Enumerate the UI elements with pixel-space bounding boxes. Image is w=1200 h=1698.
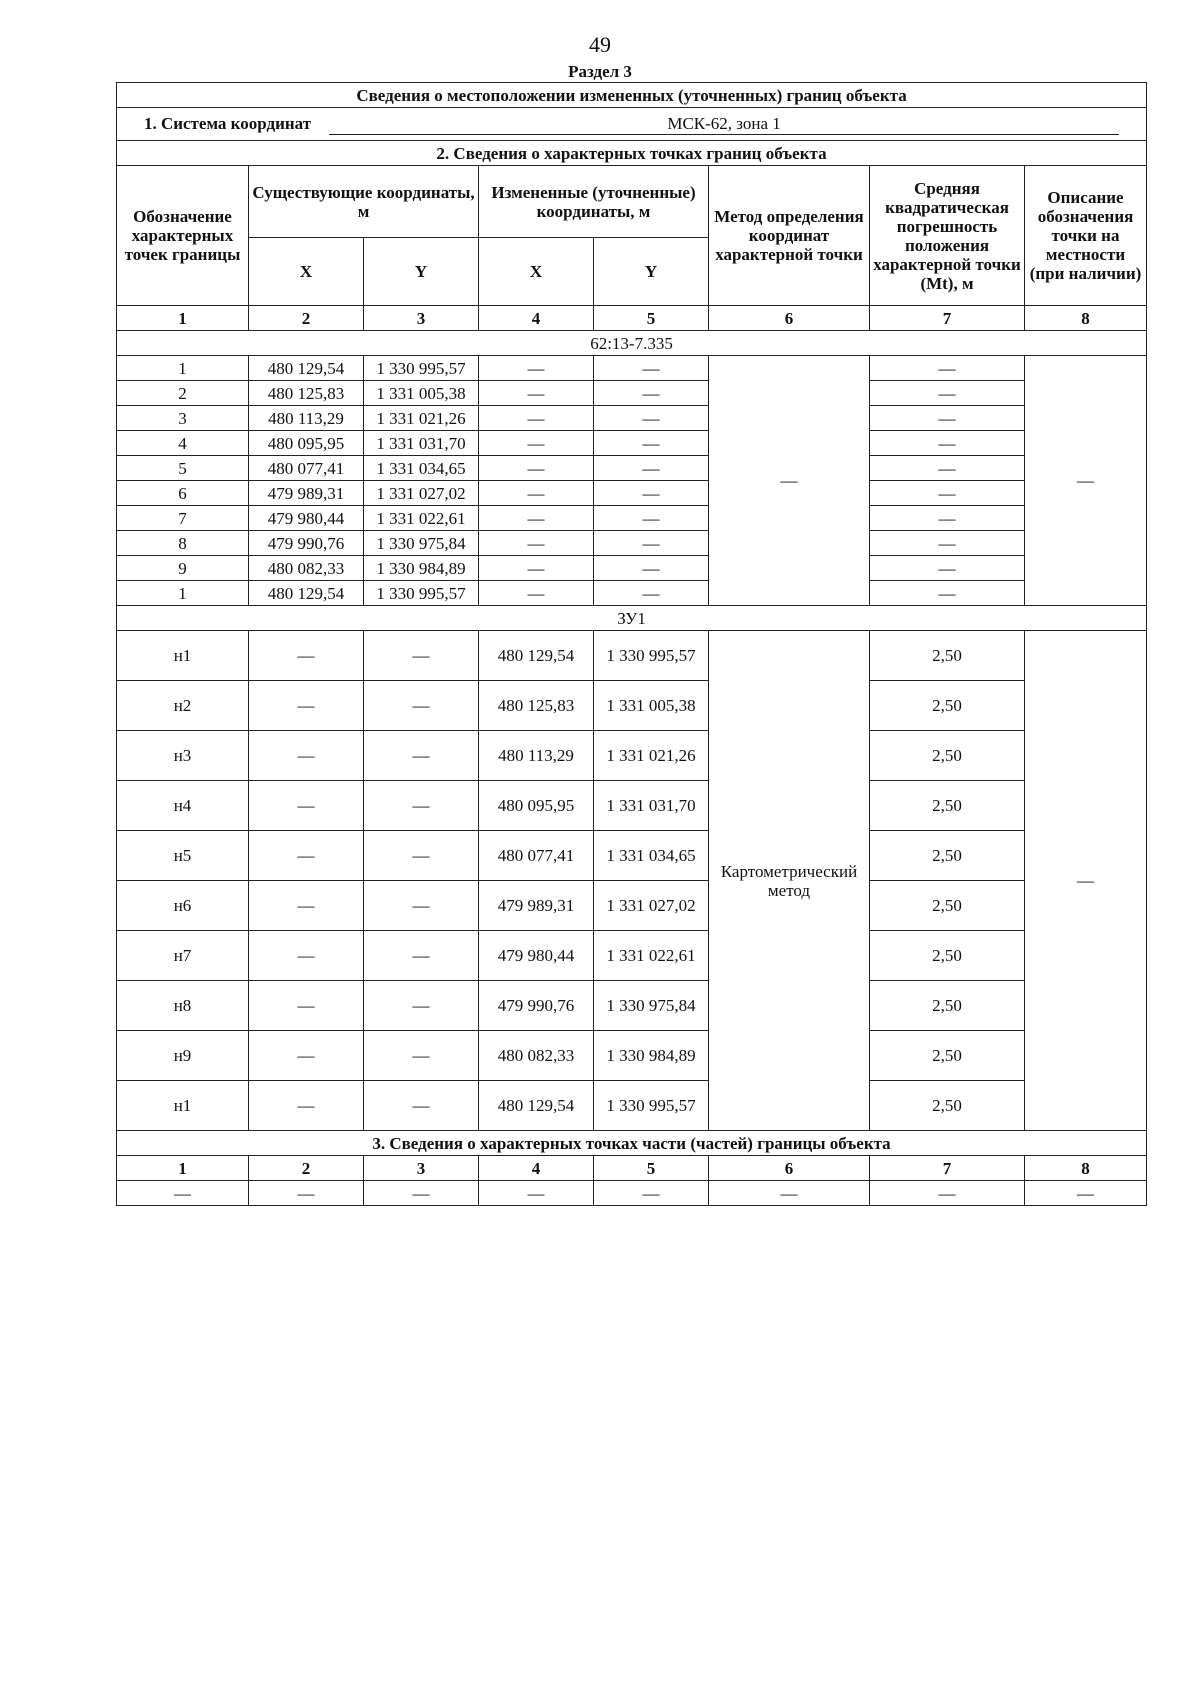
existing-x: 480 129,54 xyxy=(249,356,364,381)
changed-y: — xyxy=(594,481,709,506)
changed-y: 1 331 005,38 xyxy=(594,681,709,731)
error-cell: 2,50 xyxy=(870,781,1025,831)
changed-x: — xyxy=(479,356,594,381)
existing-y: — xyxy=(364,831,479,881)
coordinate-system-value: МСК-62, зона 1 xyxy=(329,114,1119,135)
table-row xyxy=(117,631,1147,681)
point-label: 3 xyxy=(117,406,249,431)
changed-x: — xyxy=(479,531,594,556)
table-row xyxy=(117,506,1147,531)
changed-x: — xyxy=(479,481,594,506)
changed-x: 479 980,44 xyxy=(479,931,594,981)
existing-y: — xyxy=(364,631,479,681)
column-number: 3 xyxy=(364,1156,479,1181)
existing-y: — xyxy=(364,1031,479,1081)
existing-x: — xyxy=(249,831,364,881)
column-number: 6 xyxy=(709,306,870,331)
method-cell: Картометрический метод xyxy=(709,631,870,1131)
changed-y: 1 331 022,61 xyxy=(594,931,709,981)
existing-y: 1 331 005,38 xyxy=(364,381,479,406)
point-label: н4 xyxy=(117,781,249,831)
existing-x: 479 989,31 xyxy=(249,481,364,506)
point-label: н2 xyxy=(117,681,249,731)
table-row xyxy=(117,981,1147,1031)
changed-x: 480 125,83 xyxy=(479,681,594,731)
table-cell: — xyxy=(870,1181,1025,1206)
table-cell: — xyxy=(117,1181,249,1206)
changed-y: — xyxy=(594,406,709,431)
table-row xyxy=(117,931,1147,981)
table-row xyxy=(117,481,1147,506)
existing-y: 1 331 021,26 xyxy=(364,406,479,431)
table-cell: — xyxy=(249,1181,364,1206)
changed-x: 480 082,33 xyxy=(479,1031,594,1081)
changed-x: 480 113,29 xyxy=(479,731,594,781)
table-row xyxy=(117,356,1147,381)
error-cell: 2,50 xyxy=(870,681,1025,731)
changed-x: 480 129,54 xyxy=(479,1081,594,1131)
existing-y: — xyxy=(364,1081,479,1131)
changed-y: 1 330 984,89 xyxy=(594,1031,709,1081)
error-cell: — xyxy=(870,481,1025,506)
point-label: н5 xyxy=(117,831,249,881)
section3-number-row xyxy=(117,1156,1147,1181)
changed-y: 1 331 021,26 xyxy=(594,731,709,781)
table-row xyxy=(117,781,1147,831)
table-cell: — xyxy=(709,1181,870,1206)
column-number: 4 xyxy=(479,306,594,331)
header-changed-y: Y xyxy=(594,238,709,306)
header-changed-x: X xyxy=(479,238,594,306)
existing-x: — xyxy=(249,981,364,1031)
changed-y: 1 331 027,02 xyxy=(594,881,709,931)
changed-y: — xyxy=(594,356,709,381)
error-cell: — xyxy=(870,431,1025,456)
changed-y: 1 331 034,65 xyxy=(594,831,709,881)
column-number: 2 xyxy=(249,306,364,331)
existing-x: 480 095,95 xyxy=(249,431,364,456)
existing-y: 1 331 022,61 xyxy=(364,506,479,531)
existing-x: 480 129,54 xyxy=(249,581,364,606)
point-label: н6 xyxy=(117,881,249,931)
point-label: 2 xyxy=(117,381,249,406)
changed-x: — xyxy=(479,581,594,606)
point-label: 9 xyxy=(117,556,249,581)
changed-y: — xyxy=(594,531,709,556)
point-label: 7 xyxy=(117,506,249,531)
point-label: н1 xyxy=(117,631,249,681)
changed-y: 1 330 995,57 xyxy=(594,631,709,681)
changed-x: 480 129,54 xyxy=(479,631,594,681)
existing-x: 480 113,29 xyxy=(249,406,364,431)
existing-y: 1 331 031,70 xyxy=(364,431,479,456)
table-row xyxy=(117,431,1147,456)
changed-y: 1 331 031,70 xyxy=(594,781,709,831)
header-changed: Измененные (уточненные) координаты, м xyxy=(479,166,709,238)
description-cell: — xyxy=(1025,631,1147,1131)
error-cell: — xyxy=(870,531,1025,556)
header-error: Средняя квадратическая погрешность положения характерной точки (Mt), м xyxy=(870,166,1025,306)
error-cell: 2,50 xyxy=(870,981,1025,1031)
existing-x: — xyxy=(249,781,364,831)
section3-title: 3. Сведения о характерных точках части (частей) границы объекта xyxy=(117,1131,1147,1156)
header-existing: Существующие координаты, м xyxy=(249,166,479,238)
changed-x: 480 095,95 xyxy=(479,781,594,831)
error-cell: — xyxy=(870,406,1025,431)
error-cell: 2,50 xyxy=(870,831,1025,881)
changed-x: — xyxy=(479,456,594,481)
description-cell: — xyxy=(1025,356,1147,606)
existing-y: 1 330 984,89 xyxy=(364,556,479,581)
error-cell: 2,50 xyxy=(870,881,1025,931)
point-label: 6 xyxy=(117,481,249,506)
table-row xyxy=(117,581,1147,606)
existing-x: — xyxy=(249,631,364,681)
changed-y: — xyxy=(594,581,709,606)
table-row xyxy=(117,381,1147,406)
header-existing-x: X xyxy=(249,238,364,306)
changed-y: — xyxy=(594,431,709,456)
existing-x: 480 077,41 xyxy=(249,456,364,481)
table-row xyxy=(117,556,1147,581)
changed-y: — xyxy=(594,506,709,531)
existing-x: — xyxy=(249,1031,364,1081)
existing-y: — xyxy=(364,931,479,981)
error-cell: 2,50 xyxy=(870,931,1025,981)
changed-y: 1 330 995,57 xyxy=(594,1081,709,1131)
changed-y: — xyxy=(594,556,709,581)
table-row xyxy=(117,881,1147,931)
table-row xyxy=(117,681,1147,731)
page-number: 49 xyxy=(589,32,611,57)
column-number: 8 xyxy=(1025,306,1147,331)
error-cell: 2,50 xyxy=(870,731,1025,781)
error-cell: 2,50 xyxy=(870,1031,1025,1081)
changed-x: — xyxy=(479,506,594,531)
method-cell: — xyxy=(709,356,870,606)
section2-title: 2. Сведения о характерных точках границ объекта xyxy=(117,141,1147,166)
column-number: 5 xyxy=(594,306,709,331)
changed-x: — xyxy=(479,556,594,581)
coordinate-system-label: 1. Система координат xyxy=(143,113,312,133)
column-number: 7 xyxy=(870,306,1025,331)
existing-y: — xyxy=(364,731,479,781)
existing-x: — xyxy=(249,681,364,731)
table-row xyxy=(117,1081,1147,1131)
error-cell: — xyxy=(870,581,1025,606)
point-label: н7 xyxy=(117,931,249,981)
error-cell: — xyxy=(870,381,1025,406)
existing-y: 1 330 975,84 xyxy=(364,531,479,556)
existing-y: — xyxy=(364,781,479,831)
column-number: 1 xyxy=(117,306,249,331)
error-cell: 2,50 xyxy=(870,1081,1025,1131)
table-title: Сведения о местоположении измененных (уточненных) границ объекта xyxy=(117,83,1147,108)
group1-name: 62:13-7.335 xyxy=(117,331,1147,356)
table-row xyxy=(117,831,1147,881)
existing-x: — xyxy=(249,731,364,781)
table-row xyxy=(117,731,1147,781)
table-row xyxy=(117,406,1147,431)
column-number: 4 xyxy=(479,1156,594,1181)
point-label: 8 xyxy=(117,531,249,556)
boundary-table xyxy=(116,82,1147,1206)
column-number: 1 xyxy=(117,1156,249,1181)
changed-x: 480 077,41 xyxy=(479,831,594,881)
column-number: 2 xyxy=(249,1156,364,1181)
table-row xyxy=(117,456,1147,481)
existing-x: 480 125,83 xyxy=(249,381,364,406)
header-existing-y: Y xyxy=(364,238,479,306)
header-point: Обозначение характерных точек границы xyxy=(117,166,249,306)
error-cell: 2,50 xyxy=(870,631,1025,681)
existing-x: 480 082,33 xyxy=(249,556,364,581)
changed-y: — xyxy=(594,381,709,406)
header-method: Метод определения координат характерной точки xyxy=(709,166,870,306)
changed-x: — xyxy=(479,406,594,431)
point-label: н3 xyxy=(117,731,249,781)
point-label: 1 xyxy=(117,581,249,606)
point-label: н1 xyxy=(117,1081,249,1131)
changed-x: 479 990,76 xyxy=(479,981,594,1031)
column-number: 8 xyxy=(1025,1156,1147,1181)
table-row xyxy=(117,1031,1147,1081)
existing-y: 1 330 995,57 xyxy=(364,581,479,606)
column-number: 5 xyxy=(594,1156,709,1181)
table-cell: — xyxy=(364,1181,479,1206)
section3-value-row xyxy=(117,1181,1147,1206)
column-number-row xyxy=(117,306,1147,331)
existing-x: 479 990,76 xyxy=(249,531,364,556)
error-cell: — xyxy=(870,456,1025,481)
existing-x: — xyxy=(249,881,364,931)
table-row xyxy=(117,531,1147,556)
group2-name: ЗУ1 xyxy=(117,606,1147,631)
existing-y: — xyxy=(364,881,479,931)
error-cell: — xyxy=(870,556,1025,581)
existing-y: 1 330 995,57 xyxy=(364,356,479,381)
column-number: 3 xyxy=(364,306,479,331)
point-label: 5 xyxy=(117,456,249,481)
table-cell: — xyxy=(1025,1181,1147,1206)
error-cell: — xyxy=(870,506,1025,531)
existing-x: — xyxy=(249,1081,364,1131)
changed-x: — xyxy=(479,431,594,456)
existing-y: — xyxy=(364,681,479,731)
changed-x: — xyxy=(479,381,594,406)
point-label: н8 xyxy=(117,981,249,1031)
point-label: н9 xyxy=(117,1031,249,1081)
point-label: 4 xyxy=(117,431,249,456)
column-number: 6 xyxy=(709,1156,870,1181)
changed-y: 1 330 975,84 xyxy=(594,981,709,1031)
section-label: Раздел 3 xyxy=(568,62,632,81)
table-cell: — xyxy=(479,1181,594,1206)
header-description: Описание обозначения точки на местности (при наличии) xyxy=(1025,166,1147,306)
existing-x: 479 980,44 xyxy=(249,506,364,531)
existing-y: 1 331 027,02 xyxy=(364,481,479,506)
existing-y: 1 331 034,65 xyxy=(364,456,479,481)
changed-y: — xyxy=(594,456,709,481)
existing-x: — xyxy=(249,931,364,981)
table-cell: — xyxy=(594,1181,709,1206)
changed-x: 479 989,31 xyxy=(479,881,594,931)
error-cell: — xyxy=(870,356,1025,381)
point-label: 1 xyxy=(117,356,249,381)
existing-y: — xyxy=(364,981,479,1031)
coordinate-system-row xyxy=(117,108,1147,141)
column-number: 7 xyxy=(870,1156,1025,1181)
